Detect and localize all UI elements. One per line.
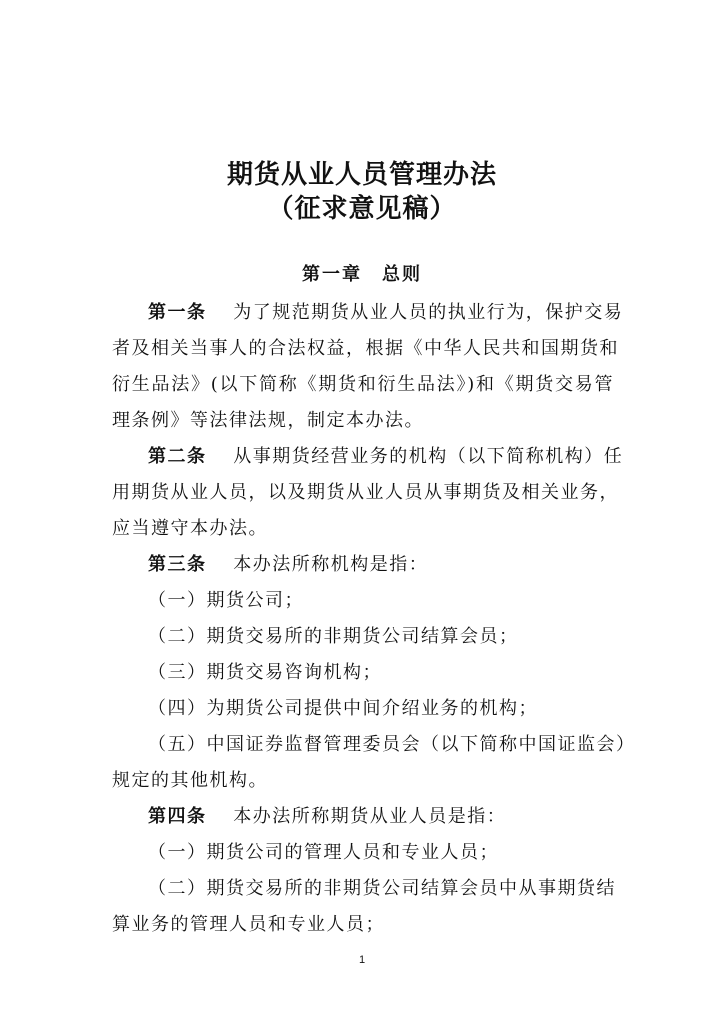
list-item-2: （二）期货交易所的非期货公司结算会员； bbox=[148, 626, 519, 647]
article-4-item-1: （一）期货公司的管理人员和专业人员； bbox=[148, 842, 499, 863]
article-3-line-1 bbox=[148, 547, 614, 583]
list-item-4: （四）为期货公司提供中间介绍业务的机构； bbox=[148, 698, 538, 719]
article-4-text: 本办法所称期货从业人员是指： bbox=[233, 806, 507, 827]
article-4-item-2-line-2: 算业务的管理人员和专业人员； bbox=[112, 914, 385, 935]
list-item-5-line-2: 规定的其他机构。 bbox=[112, 770, 268, 791]
list-item-5-line-1: （五）中国证券监督管理委员会（以下简称中国证监会） bbox=[148, 734, 636, 755]
article-2-line-1 bbox=[148, 439, 624, 475]
page-number: 1 bbox=[358, 954, 366, 966]
article-1-line-1 bbox=[148, 295, 624, 331]
article-2-line-2: 用期货从业人员，以及期货从业人员从事期货及相关业务， bbox=[112, 482, 619, 503]
list-item-1: （一）期货公司； bbox=[148, 590, 304, 611]
article-2-label: 第二条 bbox=[148, 446, 207, 467]
article-3-label: 第三条 bbox=[148, 554, 207, 575]
article-1-text: 为了规范期货从业人员的执业行为，保护交易 bbox=[233, 302, 624, 323]
document-title: 期货从业人员管理办法 bbox=[226, 160, 497, 190]
article-1-line-4: 理条例》等法律法规，制定本办法。 bbox=[112, 410, 424, 431]
article-4-item-2-line-1: （二）期货交易所的非期货公司结算会员中从事期货结 bbox=[148, 878, 616, 899]
article-4-line-1 bbox=[148, 799, 614, 835]
article-1-line-3: 衍生品法》(以下简称《期货和衍生品法》)和《期货交易管 bbox=[112, 374, 614, 395]
article-2-text: 从事期货经营业务的机构（以下简称机构）任 bbox=[233, 446, 624, 467]
article-1-line-2: 者及相关当事人的合法权益，根据《中华人民共和国期货和 bbox=[112, 338, 619, 359]
list-item-3: （三）期货交易咨询机构； bbox=[148, 662, 382, 683]
article-1-label: 第一条 bbox=[148, 302, 207, 323]
article-4-label: 第四条 bbox=[148, 806, 207, 827]
article-2-line-3: 应当遵守本办法。 bbox=[112, 518, 268, 539]
article-3-text: 本办法所称机构是指： bbox=[233, 554, 429, 575]
document-subtitle: （征求意见稿） bbox=[267, 194, 457, 224]
chapter-heading: 第一章 总则 bbox=[302, 264, 422, 285]
